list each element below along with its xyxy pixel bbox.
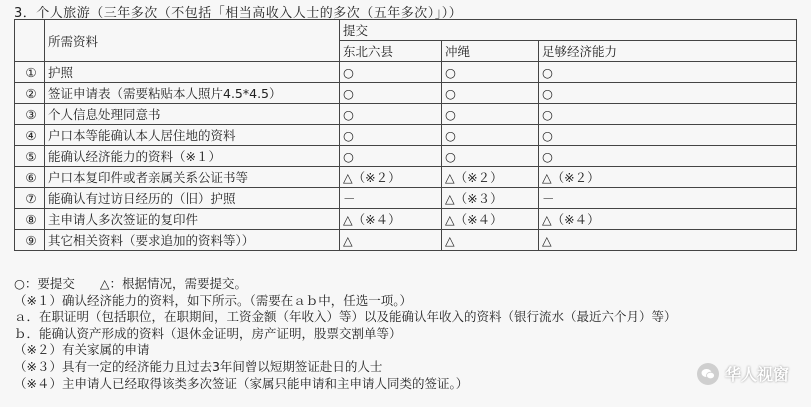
row-number: ⑦	[15, 188, 45, 209]
row-item: 能确认经济能力的资料（※１）	[45, 146, 340, 167]
row-cell: ○	[539, 62, 797, 83]
legend-note: ○：要提交 △：根据情况，需要提交。	[14, 276, 248, 291]
table-row	[15, 188, 797, 209]
footnote-1a: ａ．在职证明（包括职位，在职期间，工资金额（年收入）等）以及能确认年收入的资料（银行流水（最近六个月）等）	[14, 309, 677, 325]
table-row	[15, 62, 797, 83]
row-number: ⑤	[15, 146, 45, 167]
watermark	[697, 362, 789, 385]
row-item: 主申请人多次签证的复印件	[45, 209, 340, 230]
row-cell: －	[539, 188, 797, 209]
footnote-4: （※４）主申请人已经取得该类多次签证（家属只能申请和主申请人同类的签证。）	[14, 375, 469, 391]
row-cell: △	[539, 230, 797, 251]
table-row	[15, 209, 797, 230]
row-cell: ○	[340, 125, 442, 146]
row-number: ②	[15, 83, 45, 104]
table-row	[15, 83, 797, 104]
wechat-icon	[697, 363, 719, 385]
table-row	[15, 146, 797, 167]
row-item: 护照	[45, 62, 340, 83]
row-cell: ○	[539, 83, 797, 104]
row-cell: △（※４）	[442, 209, 539, 230]
row-number: ④	[15, 125, 45, 146]
row-cell: ○	[539, 104, 797, 125]
row-cell: △（※２）	[340, 167, 442, 188]
row-cell: △（※２）	[539, 167, 797, 188]
row-cell: ○	[442, 146, 539, 167]
row-cell: －	[340, 188, 442, 209]
row-number: ⑧	[15, 209, 45, 230]
header-col-tohoku: 东北六县	[340, 41, 442, 62]
row-cell: ○	[340, 83, 442, 104]
row-item: 签证申请表（需要粘贴本人照片4.5*4.5）	[45, 83, 340, 104]
header-num-cell	[15, 20, 45, 62]
row-number: ③	[15, 104, 45, 125]
footnote-1: （※１）确认经济能力的资料，如下所示。（需要在ａｂ中，任选一项。）	[14, 292, 412, 308]
row-cell: ○	[340, 104, 442, 125]
section-title: 3．个人旅游（三年多次（不包括「相当高收入人士的多次（五年多次）」））	[14, 6, 463, 21]
row-cell: ○	[442, 83, 539, 104]
row-item: 户口本等能确认本人居住地的资料	[45, 125, 340, 146]
row-cell: △	[340, 230, 442, 251]
row-cell: △（※４）	[340, 209, 442, 230]
watermark-text: 华人视窗	[724, 365, 789, 384]
row-cell: ○	[539, 125, 797, 146]
table-row	[15, 125, 797, 146]
row-cell: ○	[340, 146, 442, 167]
header-submit: 提交	[340, 20, 797, 41]
row-cell: ○	[442, 62, 539, 83]
row-item: 能确认有过访日经历的（旧）护照	[45, 188, 340, 209]
notes-section	[14, 276, 677, 392]
row-number: ⑥	[15, 167, 45, 188]
row-cell: △（※４）	[539, 209, 797, 230]
table-row	[15, 230, 797, 251]
row-cell: ○	[442, 125, 539, 146]
table-header-row	[15, 20, 797, 41]
row-cell: △	[442, 230, 539, 251]
row-cell: ○	[442, 104, 539, 125]
footnote-2: （※２）有关家属的申请	[14, 342, 150, 358]
row-cell: △（※２）	[442, 167, 539, 188]
row-number: ⑨	[15, 230, 45, 251]
table-row	[15, 104, 797, 125]
row-item: 个人信息处理同意书	[45, 104, 340, 125]
row-cell: △（※３）	[442, 188, 539, 209]
row-cell: ○	[340, 62, 442, 83]
requirements-table	[14, 19, 797, 251]
footnote-3: （※３）具有一定的经济能力且过去3年间曾以短期签证赴日的人士	[14, 358, 383, 374]
footnote-1b: ｂ．能确认资产形成的资料（退休金证明，房产证明，股票交割单等）	[14, 325, 402, 341]
row-cell: ○	[539, 146, 797, 167]
header-materials: 所需资料	[45, 20, 340, 62]
header-col-okinawa: 冲绳	[442, 41, 539, 62]
row-number: ①	[15, 62, 45, 83]
row-item: 户口本复印件或者亲属关系公证书等	[45, 167, 340, 188]
table-row	[15, 167, 797, 188]
row-item: 其它相关资料（要求追加的资料等））	[45, 230, 340, 251]
header-col-economic: 足够经济能力	[539, 41, 797, 62]
